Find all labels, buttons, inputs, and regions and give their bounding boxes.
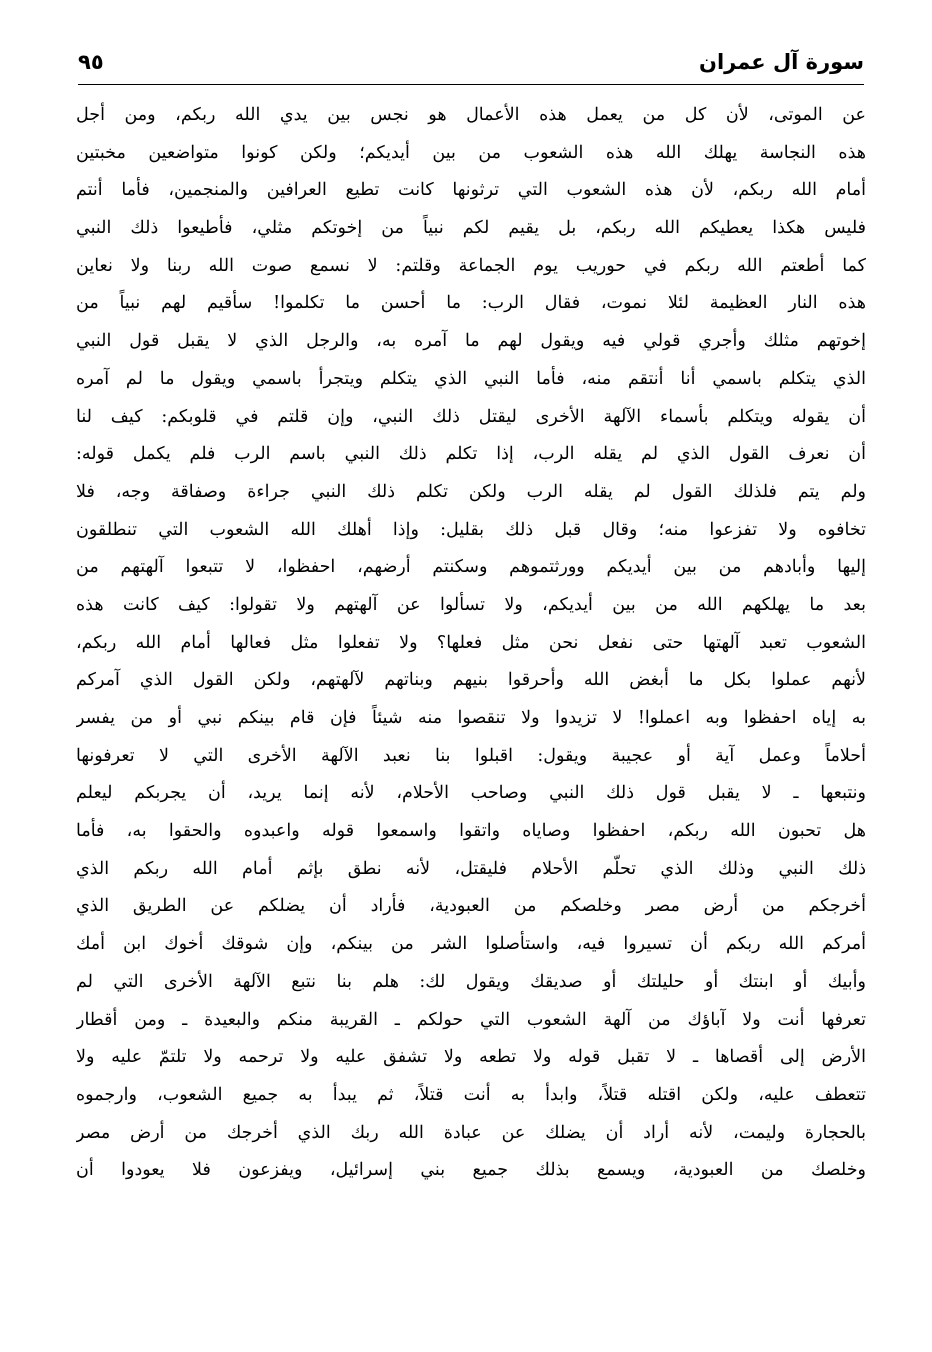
text-line: أمركم الله ربكم أن تسيروا فيه، واستأصلوا الشر من بينكم، وإن شوقك أخوك ابن أمك xyxy=(76,934,866,955)
text-line: تخافوه ولا تفزعوا منه؛ وقال قبل ذلك بقليل: وإذا أهلك الله الشعوب التي تنطلقون xyxy=(76,519,866,540)
text-line: هذه النجاسة يهلك الله هذه الشعوب من بين أيديكم؛ ولكن كونوا متواضعين مخبتين xyxy=(76,142,866,163)
text-line: الأرض إلى أقصاها ـ لا تقبل قوله ولا تطعه ولا تشفق عليه ولا ترحمه ولا تلتمّ عليه ولا xyxy=(76,1047,866,1068)
text-line: أحلاماً وعمل آية أو عجيبة ويقول: اقبلوا بنا نعبد الآلهة الأخرى التي لا تعرفونها xyxy=(76,745,866,766)
text-line: أن نعرف القول الذي لم يقله الرب، إذا تكلم ذلك النبي باسم الرب فلم يكمل قوله: xyxy=(76,444,866,465)
text-line: هل تحبون الله ربكم، احفظوا وصاياه واتقوا واسمعوا قوله واعبدوه والحقوا به، فأما xyxy=(76,821,866,842)
running-title: سورة آل عمران xyxy=(699,50,864,74)
text-line: بعد ما يهلكهم الله من بين أيديكم، ولا تسألوا عن آلهتهم ولا تقولوا: كيف كانت هذه xyxy=(76,594,866,615)
text-line: أمام الله ربكم، لأن هذه الشعوب التي ترثونها كانت تطيع العرافين والمنجمين، فأما أنتم xyxy=(76,180,866,201)
page-header xyxy=(78,48,864,82)
text-line: لأنهم عملوا بكل ما أبغض الله وأحرقوا بنيهم وبناتهم لآلهتهم، ولكن القول الذي آمركم xyxy=(76,670,866,691)
text-line: وخلصك من العبودية، ويسمع بذلك جميع بني إسرائيل، ويفزعون فلا يعودوا أن xyxy=(76,1160,866,1181)
text-line: هذه النار العظيمة لئلا نموت، فقال الرب: ما أحسن ما تكلموا! سأقيم لهم نبياً من xyxy=(76,293,866,314)
text-line: ذلك النبي وذلك الذي تحلّم الأحلام فليقتل، لأنه نطق بإثم أمام الله ربكم الذي xyxy=(76,858,866,879)
text-line: به إياه احفظوا وبه اعملوا! لا تزيدوا ولا تنقصوا منه شيئاً فإن قام بينكم نبي أو من يفسر xyxy=(76,708,866,728)
text-line: الذي يتكلم باسمي أنا أنتقم منه، فأما النبي الذي يتكلم ويتجرأ باسمي ويقول ما لم آمره xyxy=(76,368,866,389)
text-line: عن الموتى، لأن كل من يعمل هذه الأعمال هو نجس بين يدي الله ربكم، ومن أجل xyxy=(76,105,866,125)
text-line: كما أطعتم الله ربكم في حوريب يوم الجماعة وقلتم: لا نسمع صوت الله ربنا ولا نعاين xyxy=(76,255,866,276)
header-divider xyxy=(78,84,864,85)
text-line: ونتبعها ـ لا يقبل قول ذلك النبي وصاحب الأحلام، لأنه إنما يريد، أن يجربكم ليعلم xyxy=(76,783,866,804)
text-line: تعرفها أنت ولا آباؤك من آلهة الشعوب التي حولكم ـ القريبة منكم والبعيدة ـ ومن أقطار xyxy=(76,1009,866,1030)
text-line: أخرجكم من أرض مصر وخلصكم من العبودية، فأراد أن يضلكم عن الطريق الذي xyxy=(76,896,866,917)
text-line: بالحجارة وليمت، لأنه أراد أن يضلك عن عبادة الله ربك الذي أخرجك من أرض مصر xyxy=(76,1122,866,1143)
text-line: وأبيك أو ابنتك أو حليلتك أو صديقك ويقول لك: هلم بنا نتبع الآلهة الأخرى التي لم xyxy=(76,971,866,992)
text-line: الشعوب تعبد آلهتها حتى نفعل نحن مثل فعلها؟ ولا تفعلوا مثل فعالها أمام الله ربكم، xyxy=(76,632,866,653)
text-line: أن يقوله ويتكلم بأسماء الآلهة الأخرى ليقتل ذلك النبي، وإن قلتم في قلوبكم: كيف لنا xyxy=(76,406,866,427)
text-line: فليس هكذا يعطيكم الله ربكم، بل يقيم لكم نبياً من إخوتكم مثلي، فأطيعوا ذلك النبي xyxy=(76,218,866,239)
text-line: ولم يتم فلذلك القول لم يقله الرب ولكن تكلم ذلك النبي جراءة وصفاقة وجه، فلا xyxy=(76,481,866,502)
body-text xyxy=(76,97,866,1190)
text-line: إليها وأبادهم من بين أيديكم وورثتموهم وسكنتم أرضهم، احفظوا، لا تتبعوا آلهتهم من xyxy=(76,557,866,578)
text-line: إخوتهم مثلك وأجري قولي فيه ويقول لهم ما آمره به، والرجل الذي لا يقبل قول النبي xyxy=(76,331,866,352)
page-number: ٩٥ xyxy=(78,50,104,74)
text-line: تتعطف عليه، ولكن اقتله قتلاً، وابدأ به أنت قتلاً، ثم يبدأ به جميع الشعوب، وارجموه xyxy=(76,1084,866,1105)
